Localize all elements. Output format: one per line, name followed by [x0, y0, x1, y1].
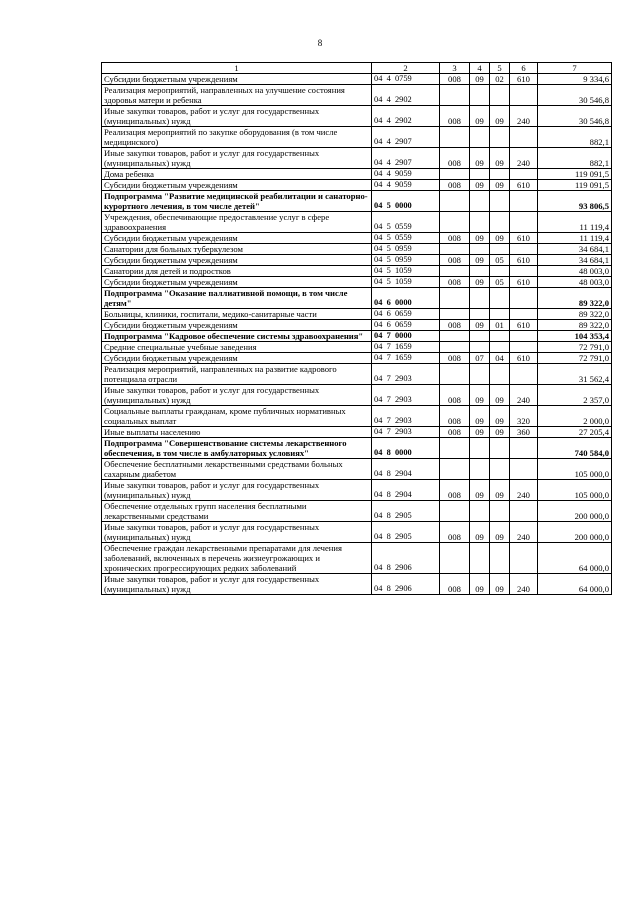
row-code: 04 5 1059: [372, 277, 440, 288]
row-code: 04 4 0759: [372, 74, 440, 85]
table-row: [102, 233, 612, 244]
table-row: [102, 364, 612, 385]
row-ministry: 008: [440, 385, 470, 406]
row-code: 04 7 1659: [372, 353, 440, 364]
row-subsection: [490, 543, 510, 574]
row-name: Социальные выплаты гражданам, кроме публичных нормативных социальных выплат: [102, 406, 372, 427]
row-section: [470, 364, 490, 385]
row-amount: 119 091,5: [538, 180, 612, 191]
row-code: 04 6 0659: [372, 320, 440, 331]
row-name: Средние специальные учебные заведения: [102, 342, 372, 353]
row-amount: 200 000,0: [538, 501, 612, 522]
row-type: 240: [510, 480, 538, 501]
row-ministry: 008: [440, 522, 470, 543]
row-name: Иные закупки товаров, работ и услуг для государственных (муниципальных) нужд: [102, 480, 372, 501]
row-section: [470, 85, 490, 106]
row-code: 04 6 0000: [372, 288, 440, 309]
table-row: [102, 191, 612, 212]
table-row: [102, 574, 612, 595]
row-amount: 64 000,0: [538, 543, 612, 574]
row-ministry: 008: [440, 233, 470, 244]
row-subsection: 05: [490, 255, 510, 266]
row-amount: 30 546,8: [538, 85, 612, 106]
row-name: Реализация мероприятий по закупке оборудования (в том числе медицинского): [102, 127, 372, 148]
row-subsection: 09: [490, 233, 510, 244]
row-type: [510, 438, 538, 459]
row-name: Санатории для детей и подростков: [102, 266, 372, 277]
row-ministry: 008: [440, 406, 470, 427]
row-type: [510, 331, 538, 342]
table-row: [102, 320, 612, 331]
table-row: [102, 244, 612, 255]
row-code: 04 7 2903: [372, 364, 440, 385]
row-section: 09: [470, 233, 490, 244]
row-subsection: [490, 169, 510, 180]
table-row: [102, 543, 612, 574]
row-amount: 104 353,4: [538, 331, 612, 342]
table-row: [102, 522, 612, 543]
table-row: [102, 353, 612, 364]
row-amount: 89 322,0: [538, 309, 612, 320]
row-section: [470, 459, 490, 480]
row-name: Субсидии бюджетным учреждениям: [102, 353, 372, 364]
table-row: [102, 180, 612, 191]
row-section: [470, 331, 490, 342]
row-name: Учреждения, обеспечивающие предоставление услуг в сфере здравоохранения: [102, 212, 372, 233]
row-name: Иные закупки товаров, работ и услуг для государственных (муниципальных) нужд: [102, 148, 372, 169]
row-type: [510, 501, 538, 522]
row-amount: 119 091,5: [538, 169, 612, 180]
row-amount: 740 584,0: [538, 438, 612, 459]
row-code: 04 7 2903: [372, 385, 440, 406]
budget-table: [101, 62, 612, 595]
row-subsection: [490, 212, 510, 233]
row-section: 09: [470, 320, 490, 331]
row-name: Субсидии бюджетным учреждениям: [102, 320, 372, 331]
row-ministry: 008: [440, 427, 470, 438]
row-ministry: 008: [440, 74, 470, 85]
row-subsection: 09: [490, 522, 510, 543]
row-ministry: [440, 212, 470, 233]
row-type: [510, 543, 538, 574]
row-amount: 48 003,0: [538, 277, 612, 288]
table-row: [102, 459, 612, 480]
row-code: 04 7 0000: [372, 331, 440, 342]
row-type: [510, 288, 538, 309]
row-section: 07: [470, 353, 490, 364]
row-subsection: 01: [490, 320, 510, 331]
row-code: 04 5 1059: [372, 266, 440, 277]
row-ministry: [440, 244, 470, 255]
row-type: 610: [510, 255, 538, 266]
row-type: 240: [510, 522, 538, 543]
row-code: 04 5 0959: [372, 255, 440, 266]
row-type: [510, 364, 538, 385]
row-code: 04 8 2905: [372, 501, 440, 522]
row-amount: 105 000,0: [538, 459, 612, 480]
row-subsection: [490, 266, 510, 277]
row-section: [470, 212, 490, 233]
row-code: 04 8 2904: [372, 459, 440, 480]
row-type: 610: [510, 74, 538, 85]
table-row: [102, 266, 612, 277]
row-code: 04 4 2902: [372, 85, 440, 106]
row-amount: 105 000,0: [538, 480, 612, 501]
row-type: 240: [510, 385, 538, 406]
row-amount: 89 322,0: [538, 288, 612, 309]
row-ministry: [440, 127, 470, 148]
row-subsection: [490, 342, 510, 353]
row-amount: 9 334,6: [538, 74, 612, 85]
table-row: [102, 288, 612, 309]
row-ministry: [440, 331, 470, 342]
row-subsection: 09: [490, 385, 510, 406]
row-ministry: [440, 342, 470, 353]
table-row: [102, 255, 612, 266]
row-section: 09: [470, 74, 490, 85]
table-body: [102, 74, 612, 595]
row-code: 04 8 2906: [372, 543, 440, 574]
row-name: Подпрограмма "Оказание паллиативной помощи, в том числе детям": [102, 288, 372, 309]
row-name: Субсидии бюджетным учреждениям: [102, 180, 372, 191]
row-section: [470, 501, 490, 522]
row-subsection: [490, 127, 510, 148]
row-code: 04 5 0959: [372, 244, 440, 255]
row-name: Иные закупки товаров, работ и услуг для государственных (муниципальных) нужд: [102, 574, 372, 595]
row-section: [470, 543, 490, 574]
row-amount: 64 000,0: [538, 574, 612, 595]
row-ministry: [440, 501, 470, 522]
row-type: 320: [510, 406, 538, 427]
row-amount: 27 205,4: [538, 427, 612, 438]
row-section: 09: [470, 480, 490, 501]
row-ministry: [440, 266, 470, 277]
row-subsection: 09: [490, 480, 510, 501]
row-amount: 48 003,0: [538, 266, 612, 277]
row-name: Реализация мероприятий, направленных на развитие кадрового потенциала отрасли: [102, 364, 372, 385]
header-col-5: 5: [490, 63, 510, 74]
table-row: [102, 169, 612, 180]
row-section: 09: [470, 180, 490, 191]
table-row: [102, 501, 612, 522]
header-col-3: 3: [440, 63, 470, 74]
row-code: 04 8 2906: [372, 574, 440, 595]
header-col-7: 7: [538, 63, 612, 74]
row-ministry: 008: [440, 320, 470, 331]
table-row: [102, 331, 612, 342]
row-code: 04 4 2907: [372, 127, 440, 148]
table-row: [102, 148, 612, 169]
row-amount: 89 322,0: [538, 320, 612, 331]
row-section: [470, 191, 490, 212]
row-subsection: [490, 331, 510, 342]
row-section: 09: [470, 255, 490, 266]
row-type: 610: [510, 353, 538, 364]
row-subsection: [490, 438, 510, 459]
row-amount: 31 562,4: [538, 364, 612, 385]
row-section: [470, 244, 490, 255]
row-ministry: 008: [440, 277, 470, 288]
row-section: [470, 127, 490, 148]
row-subsection: 05: [490, 277, 510, 288]
row-subsection: 09: [490, 574, 510, 595]
row-type: 360: [510, 427, 538, 438]
row-code: 04 8 2905: [372, 522, 440, 543]
row-ministry: 008: [440, 148, 470, 169]
table-row: [102, 127, 612, 148]
row-amount: 11 119,4: [538, 212, 612, 233]
row-type: [510, 85, 538, 106]
row-code: 04 5 0000: [372, 191, 440, 212]
row-amount: 2 357,0: [538, 385, 612, 406]
row-name: Подпрограмма "Кадровое обеспечение системы здравоохранения": [102, 331, 372, 342]
row-section: [470, 288, 490, 309]
row-type: [510, 212, 538, 233]
row-ministry: [440, 364, 470, 385]
row-subsection: 02: [490, 74, 510, 85]
row-code: 04 7 2903: [372, 406, 440, 427]
row-ministry: [440, 309, 470, 320]
row-code: 04 7 1659: [372, 342, 440, 353]
row-ministry: [440, 288, 470, 309]
row-name: Обеспечение граждан лекарственными препаратами для лечения заболеваний, включенных в перечень жизнеугрожающих и хронических прогрессирующих редких заболеваний: [102, 543, 372, 574]
row-code: 04 4 9059: [372, 180, 440, 191]
header-col-1: 1: [102, 63, 372, 74]
row-amount: 882,1: [538, 148, 612, 169]
row-type: 610: [510, 233, 538, 244]
row-code: 04 5 0559: [372, 212, 440, 233]
row-section: 09: [470, 574, 490, 595]
row-subsection: [490, 191, 510, 212]
row-subsection: [490, 244, 510, 255]
row-amount: 30 546,8: [538, 106, 612, 127]
header-row: [102, 63, 612, 74]
row-code: 04 4 2907: [372, 148, 440, 169]
row-amount: 72 791,0: [538, 342, 612, 353]
row-ministry: [440, 438, 470, 459]
row-ministry: [440, 85, 470, 106]
row-name: Подпрограмма "Развитие медицинской реабилитации и санаторно-курортного лечения, в том числе детей": [102, 191, 372, 212]
header-col-4: 4: [470, 63, 490, 74]
row-code: 04 4 2902: [372, 106, 440, 127]
row-section: 09: [470, 385, 490, 406]
row-code: 04 8 0000: [372, 438, 440, 459]
table-row: [102, 480, 612, 501]
row-subsection: [490, 459, 510, 480]
row-name: Иные выплаты населению: [102, 427, 372, 438]
row-code: 04 4 9059: [372, 169, 440, 180]
row-name: Больницы, клиники, госпитали, медико-санитарные части: [102, 309, 372, 320]
table-row: [102, 85, 612, 106]
table-row: [102, 212, 612, 233]
row-subsection: 09: [490, 180, 510, 191]
row-section: 09: [470, 427, 490, 438]
row-amount: 72 791,0: [538, 353, 612, 364]
row-subsection: [490, 309, 510, 320]
row-ministry: 008: [440, 353, 470, 364]
page-number: 8: [317, 38, 323, 48]
row-section: 09: [470, 106, 490, 127]
row-name: Санатории для больных туберкулезом: [102, 244, 372, 255]
row-type: 240: [510, 574, 538, 595]
row-subsection: [490, 288, 510, 309]
row-ministry: 008: [440, 255, 470, 266]
row-name: Дома ребенка: [102, 169, 372, 180]
row-subsection: 09: [490, 106, 510, 127]
row-amount: 11 119,4: [538, 233, 612, 244]
row-ministry: 008: [440, 480, 470, 501]
row-name: Субсидии бюджетным учреждениям: [102, 277, 372, 288]
row-type: [510, 169, 538, 180]
row-ministry: 008: [440, 574, 470, 595]
row-subsection: 09: [490, 406, 510, 427]
row-section: [470, 266, 490, 277]
row-type: 240: [510, 106, 538, 127]
row-ministry: [440, 543, 470, 574]
row-name: Субсидии бюджетным учреждениям: [102, 255, 372, 266]
row-amount: 2 000,0: [538, 406, 612, 427]
row-name: Иные закупки товаров, работ и услуг для государственных (муниципальных) нужд: [102, 385, 372, 406]
row-subsection: [490, 501, 510, 522]
row-type: [510, 127, 538, 148]
table-row: [102, 438, 612, 459]
header-col-2: 2: [372, 63, 440, 74]
row-section: 09: [470, 522, 490, 543]
table-row: [102, 277, 612, 288]
row-name: Субсидии бюджетным учреждениям: [102, 74, 372, 85]
row-name: Подпрограмма "Совершенствование системы лекарственного обеспечения, в том числе в амбулаторных условиях": [102, 438, 372, 459]
row-type: [510, 309, 538, 320]
header-col-6: 6: [510, 63, 538, 74]
row-ministry: 008: [440, 106, 470, 127]
row-code: 04 5 0559: [372, 233, 440, 244]
table-row: [102, 406, 612, 427]
row-subsection: [490, 85, 510, 106]
row-section: 09: [470, 277, 490, 288]
row-ministry: [440, 169, 470, 180]
row-type: [510, 342, 538, 353]
row-section: [470, 342, 490, 353]
row-type: 240: [510, 148, 538, 169]
row-ministry: [440, 459, 470, 480]
row-amount: 93 806,5: [538, 191, 612, 212]
table-row: [102, 74, 612, 85]
row-subsection: 09: [490, 427, 510, 438]
row-code: 04 6 0659: [372, 309, 440, 320]
row-type: 610: [510, 277, 538, 288]
row-subsection: [490, 364, 510, 385]
row-name: Иные закупки товаров, работ и услуг для государственных (муниципальных) нужд: [102, 106, 372, 127]
table-row: [102, 342, 612, 353]
row-amount: 34 684,1: [538, 255, 612, 266]
table-row: [102, 106, 612, 127]
table-row: [102, 385, 612, 406]
row-type: [510, 244, 538, 255]
row-section: 09: [470, 406, 490, 427]
row-type: 610: [510, 180, 538, 191]
row-type: [510, 191, 538, 212]
row-section: 09: [470, 148, 490, 169]
row-section: [470, 309, 490, 320]
row-subsection: 09: [490, 148, 510, 169]
row-amount: 200 000,0: [538, 522, 612, 543]
row-code: 04 7 2903: [372, 427, 440, 438]
row-section: [470, 438, 490, 459]
row-section: [470, 169, 490, 180]
row-type: [510, 459, 538, 480]
row-amount: 34 684,1: [538, 244, 612, 255]
row-code: 04 8 2904: [372, 480, 440, 501]
row-subsection: 04: [490, 353, 510, 364]
row-type: [510, 266, 538, 277]
table-row: [102, 427, 612, 438]
row-ministry: 008: [440, 180, 470, 191]
row-name: Обеспечение отдельных групп населения бесплатными лекарственными средствами: [102, 501, 372, 522]
row-name: Иные закупки товаров, работ и услуг для государственных (муниципальных) нужд: [102, 522, 372, 543]
row-ministry: [440, 191, 470, 212]
row-name: Обеспечение бесплатными лекарственными средствами больных сахарным диабетом: [102, 459, 372, 480]
row-type: 610: [510, 320, 538, 331]
row-amount: 882,1: [538, 127, 612, 148]
table-row: [102, 309, 612, 320]
row-name: Реализация мероприятий, направленных на улучшение состояния здоровья матери и ребенка: [102, 85, 372, 106]
row-name: Субсидии бюджетным учреждениям: [102, 233, 372, 244]
